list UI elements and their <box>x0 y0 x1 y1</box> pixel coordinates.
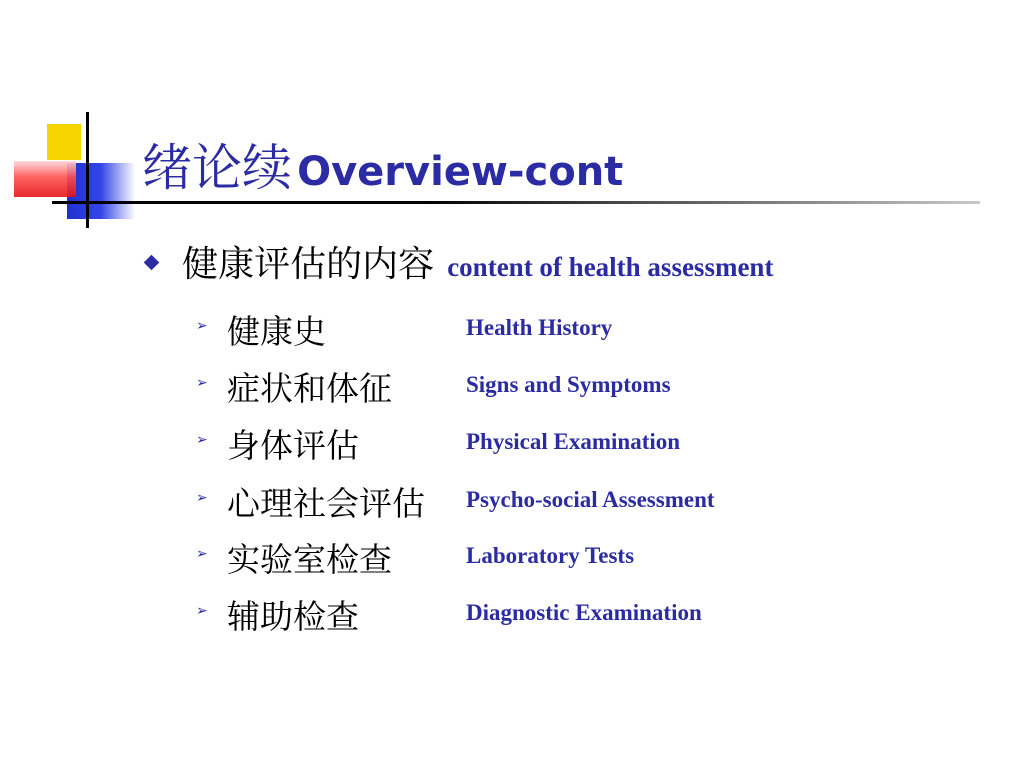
decor-blue-square <box>67 163 135 219</box>
sub-item-english: Diagnostic Examination <box>466 600 702 625</box>
sub-item-chinese: 症状和体征 <box>227 369 392 408</box>
sub-item-english: Signs and Symptoms <box>466 372 671 397</box>
sub-item-chinese: 身体评估 <box>227 426 359 465</box>
sub-item-english: Laboratory Tests <box>466 543 635 568</box>
main-item-english: content of health assessment <box>447 252 774 282</box>
arrowhead-bullet-icon: ➢ <box>196 603 208 619</box>
decor-vertical-line <box>86 112 89 228</box>
arrowhead-bullet-icon: ➢ <box>196 490 208 506</box>
slide-title <box>142 128 623 200</box>
sub-item-chinese: 实验室检查 <box>227 540 392 579</box>
sub-item-english: Health History <box>466 315 613 340</box>
arrowhead-bullet-icon: ➢ <box>196 432 208 448</box>
arrowhead-bullet-icon: ➢ <box>196 546 208 562</box>
arrowhead-bullet-icon: ➢ <box>196 318 208 334</box>
sub-item-chinese: 健康史 <box>227 312 326 351</box>
decor-red-square <box>14 161 76 197</box>
main-item-chinese: 健康评估的内容 <box>182 244 435 285</box>
sub-item-chinese: 心理社会评估 <box>227 484 425 523</box>
sub-item-chinese: 辅助检查 <box>227 597 359 636</box>
sub-item-english: Psycho-social Assessment <box>466 487 715 512</box>
title-underline <box>52 201 980 204</box>
main-bullet-item <box>146 236 773 287</box>
decor-yellow-square <box>47 124 81 160</box>
title-chinese: 绪论续 <box>142 139 292 197</box>
arrowhead-bullet-icon: ➢ <box>196 375 208 391</box>
diamond-bullet-icon <box>144 255 160 271</box>
title-english: Overview-cont <box>297 149 624 195</box>
sub-item-english: Physical Examination <box>466 429 681 454</box>
